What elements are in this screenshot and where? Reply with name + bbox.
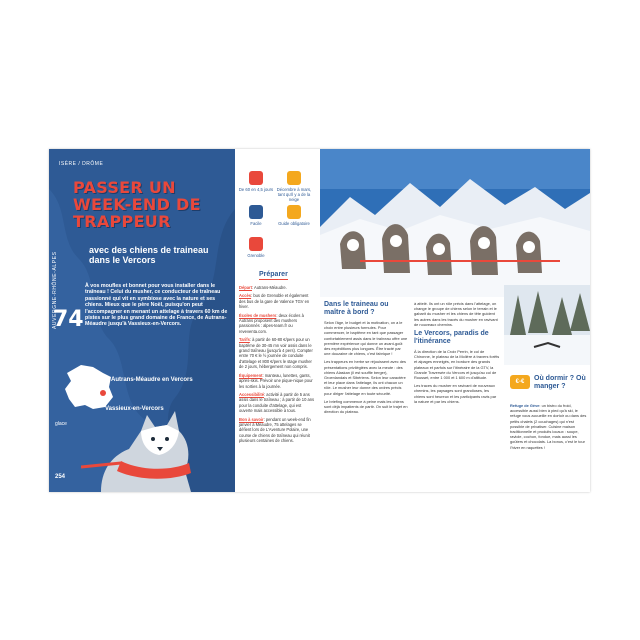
train-icon	[249, 237, 263, 251]
guide-icon	[287, 205, 301, 219]
prep-item: Équipement: manteau, lunettes, gants, après-skis. Prévoir une pique-nique pour les sorties à la journée.	[239, 372, 313, 389]
intro-text: À vos moufles et bonnet pour vous installer dans le traîneau ! Celui du musher, ce conducteur de traîneau passionné qui vit en symbiose avec la nature et ses chiens. Mieux que le père Noël, puisqu'on peut l'accompagner en menant un attelage à travers 60 km de pistes sur le plus grand domaine de France, de Autrans-Méaudre jusqu'à Vassieux-en-Vercors.	[85, 283, 228, 328]
prep-item: Écoles de mushers: deux écoles à Autrans proposent des mushers passionnés : alpes-team.fr ou reveventa.com.	[239, 312, 304, 334]
prep-item: Tarifs: à partir de 60-80 €/pers pour un baptême de 30-45 mn voir assis dans le grand traîneau (jusqu'à 4 pers). Compter entre 70 € le ½ journée de conduite d'attelage et 800 €/pers le stage musher de 2 jours, hébergement non compris.	[239, 337, 313, 370]
calendar-icon	[287, 171, 301, 185]
left-page	[49, 149, 317, 492]
glace-label: glace	[55, 421, 67, 427]
page-number: 254	[55, 474, 66, 480]
page-subtitle: avec des chiens de traineau dans le Vercors	[89, 245, 209, 265]
prep-item: Accès: bus de Grenoble et également des bus de la gare de Valence TGV en hiver.	[239, 293, 310, 310]
info-item-price: De 60 en 4,5 jours	[237, 171, 275, 192]
prepare-heading: Préparer	[259, 271, 288, 278]
sled-forest-photo	[504, 285, 590, 365]
entry-number: 74	[53, 307, 84, 332]
info-column	[235, 149, 317, 492]
price-range-icon: €-€	[510, 375, 530, 389]
info-item-level: Facile	[237, 205, 275, 226]
info-item-guide: Guide obligatoire	[275, 205, 313, 226]
prepare-list	[239, 285, 315, 447]
article-col-1: Dans le traineau ou maître à bord ? Selon l'âge, le budget et la motivation, on a le choix entre plusieurs formules. Pour commencer, le baptême en tant que passager confortablement assis dans le traîneau offre une première expérience qui donne un avant-goût des expéditions plus longues. Être tracté par une douzaine de chiens, c'est fabrique ! Les trappeurs en herbe se réjouissent avec des présentations privilégiées avec la meute : des chiens Alaskan (il est souffle berger), Groenlandais et Sibériens. Selon leur caractère et leur place dans l'attelage, ils ont chacun un rôle. Le musher leur donne des ordres précis pour diriger l'attelage en toute sécurité. Le briefing commence à peine mais les chiens sont déjà impatients de partir. On suit le trajet en direction du plateau.	[324, 301, 408, 415]
article-col-2: à attelé. Ils ont un rôle précis dans l'attelage, on change le groupe de chiens selon le terrain et le gabarit du musher et les chiens de tête guident les autres dans les tracés du musher en ravivant de nouveaux chemins. Le Vercors, paradis de l'itinérance À la direction de la Croix Perrin, le col de Chironne, le plateau de la Molière à travers forêts et alpages enneigés, en bordure des grands plateaux et parfois sur l'itinéraire de la GTV, la Grande Traversée du Vercors et jusqu'au col de Rousset, entre 1 000 et 1 600 m d'altitude. Les traces du musher en ravivant de nouveaux chemins, les paysages sont grandioses, les chiens sont heureux et les participants ravis par la nature et par les chiens.	[414, 301, 500, 404]
prep-item: Départ: Autrans-Méaudre.	[239, 285, 287, 290]
magazine-spread	[49, 149, 590, 492]
husky-illustration	[81, 401, 211, 492]
section-heading-traineau: Dans le traineau ou maître à bord ?	[324, 301, 389, 316]
sled-dogs-photo	[320, 149, 590, 297]
region-label: ISÈRE / DRÔME	[59, 161, 104, 167]
info-item-transport: Grenoble	[237, 237, 275, 258]
side-region-label: AUVERGNE-RHÔNE-ALPES	[52, 251, 58, 329]
blue-panel	[49, 149, 235, 492]
info-item-season: Décembre à mars, tant qu'il y a de la neige	[275, 171, 313, 202]
place-label-autrans: Autrans-Méaudre en Vercors	[111, 377, 193, 383]
place-label-vassieux: Vassieux-en-Vercors	[105, 406, 164, 412]
piggy-bank-icon	[249, 171, 263, 185]
prep-item: Accessibilité: activité à partir de 5 ans assis dans le traîneau ; à partir de 10 ans pour la conduite d'attelage, qui est ouverte mais accessible à tous.	[239, 391, 315, 414]
where-to-stay-box	[506, 369, 590, 492]
section-heading-vercors: Le Vercors, paradis de l'itinérance	[414, 330, 489, 346]
family-icon	[249, 205, 263, 219]
prep-item: Bon à savoir: pendant un week-end fin janvier à Méaudre, 75 attelages se défient lors de L'Aventure Polaire, une course de chiens de traîneau qui réunit plusieurs centaines de chiens.	[239, 416, 311, 444]
page-title: PASSER UN WEEK-END DE TRAPPEUR	[73, 178, 201, 231]
where-to-stay-text: Refuge de Gève: un bistro du froid, accessible aussi bien à pied qu'à ski, le refuge vous accueille en dortoir ou dans des petits chalets (2 couchages) qui n'est possible de privatiser. Cuisine maison traditionnelle et produits locaux : soupe, raviole, cochon, fondue, mais aussi les goûters et chocolats. La bonus, c'est le tour l'hiver en raquettes !	[510, 403, 587, 450]
right-page	[320, 149, 590, 492]
where-to-stay-heading: Où dormir ? Où manger ?	[534, 375, 586, 390]
